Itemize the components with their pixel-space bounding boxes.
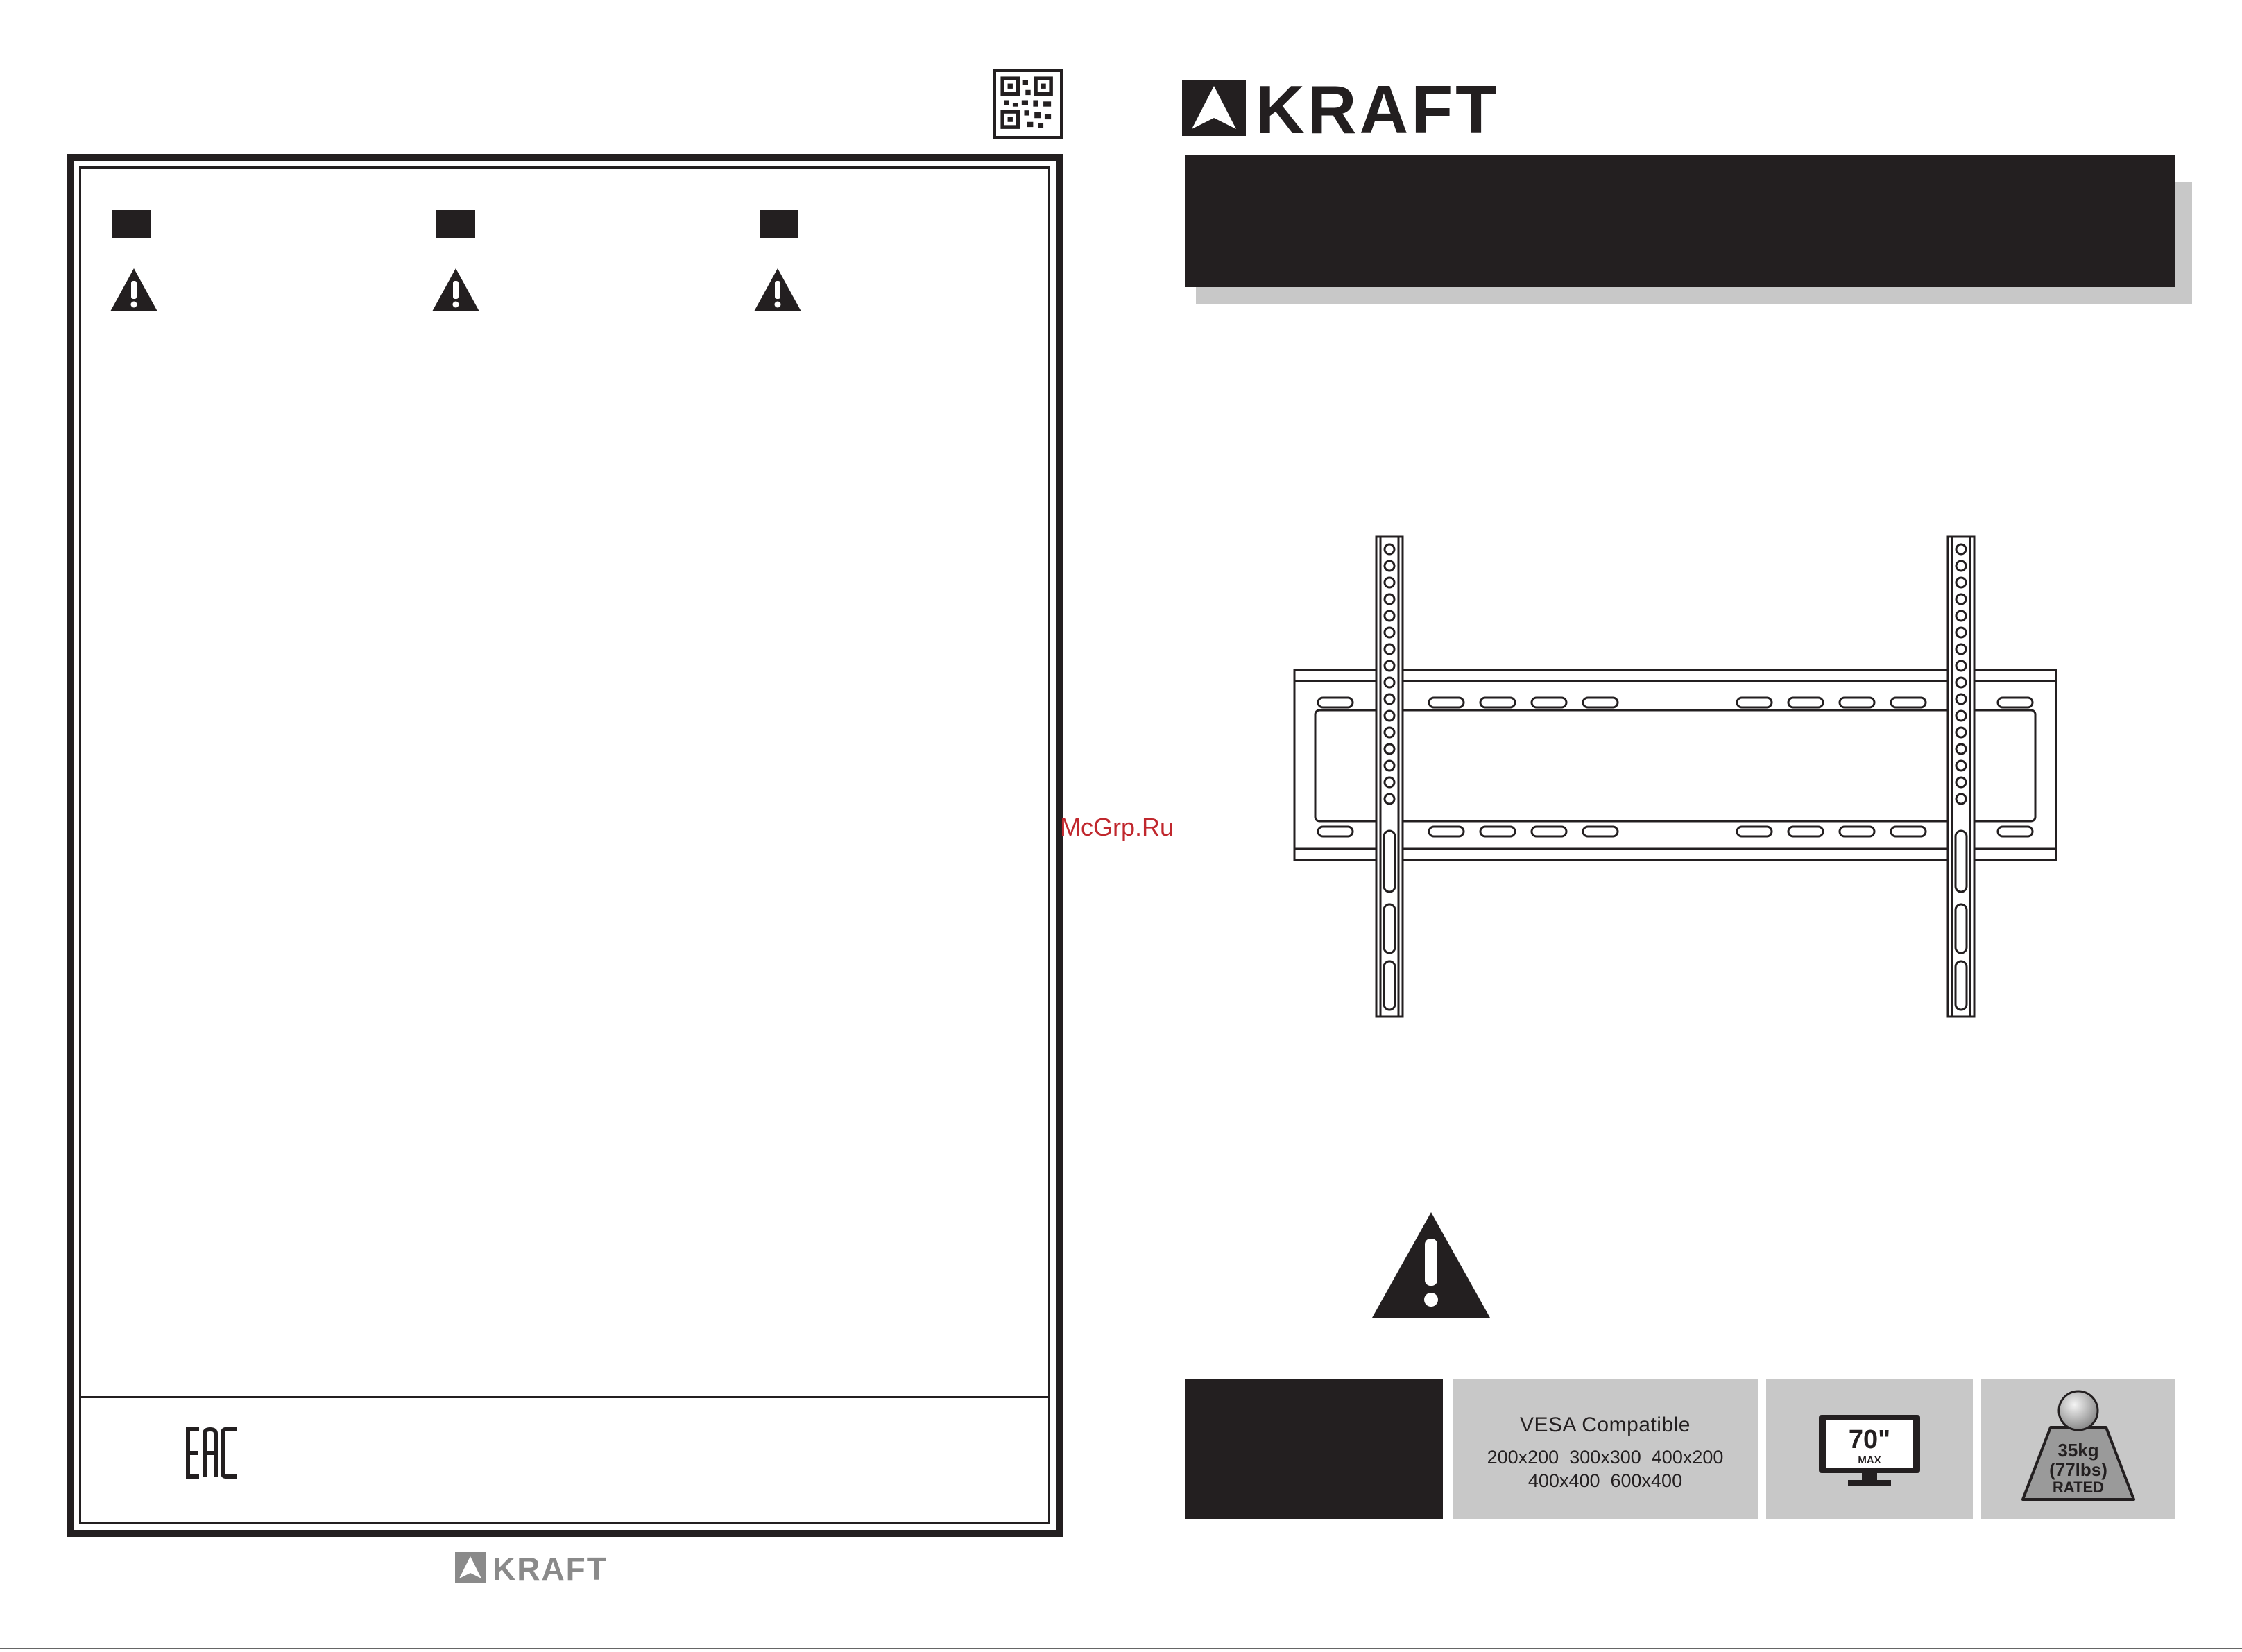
- title-bar: [1185, 155, 2175, 287]
- tv-mount-bracket-illustration: [1290, 534, 2060, 1019]
- vesa-sizes-line-2: 400x400 600x400: [1528, 1470, 1683, 1491]
- warning-icon: [431, 267, 481, 313]
- svg-text:KRAFT: KRAFT: [1256, 76, 1500, 139]
- page-bottom-rule: [0, 1648, 2242, 1649]
- max-screen-size: 70": [1848, 1425, 1891, 1454]
- kraft-logo-small: [455, 1551, 677, 1584]
- watermark-text: McGrp.Ru: [1060, 813, 1174, 841]
- weight-kg: 35kg: [2057, 1440, 2099, 1461]
- language-badge-3: [760, 210, 798, 238]
- vesa-spec-panel: [1453, 1379, 1758, 1519]
- tv-monitor-icon: [1816, 1412, 1923, 1488]
- eac-mark-icon: [185, 1425, 241, 1481]
- weight-rating-panel: [1981, 1379, 2175, 1519]
- max-label: MAX: [1858, 1454, 1881, 1466]
- warning-icon: [109, 267, 159, 313]
- svg-text:KRAFT: KRAFT: [493, 1551, 608, 1584]
- qr-code-icon: [993, 69, 1063, 139]
- rated-label: RATED: [2052, 1479, 2105, 1496]
- warning-icon: [1371, 1211, 1491, 1319]
- kraft-logo-icon: [1182, 76, 1619, 139]
- vesa-sizes-line-1: 200x200 300x300 400x200: [1487, 1447, 1724, 1468]
- weight-lbs: (77lbs): [2049, 1459, 2107, 1480]
- instruction-frame-inner: [79, 166, 1050, 1524]
- instruction-frame: [67, 154, 1063, 1537]
- max-screen-panel: [1766, 1379, 1973, 1519]
- weight-icon: [2017, 1388, 2139, 1512]
- spec-panel-dark: [1185, 1379, 1443, 1519]
- language-badge-1: [112, 210, 151, 238]
- language-badge-2: [436, 210, 475, 238]
- vesa-title: VESA Compatible: [1520, 1413, 1691, 1436]
- warning-icon: [753, 267, 803, 313]
- section-divider: [81, 1396, 1048, 1398]
